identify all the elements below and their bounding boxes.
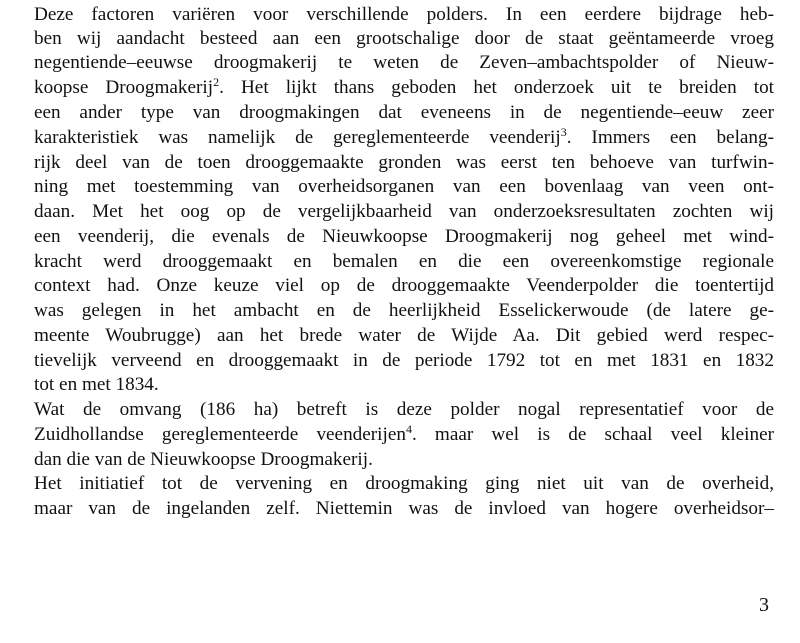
text-line: een ander type van droogmakingen dat eveneens in de negentiende–eeuw zeer	[34, 102, 774, 123]
text-line: een veenderij, die evenals de Nieuwkoopse Droogmakerij nog geheel met wind-	[34, 226, 774, 247]
text-line: ben wij aandacht besteed aan een grootschalige door de staat geëntameerde vroeg	[34, 28, 774, 49]
text-line: tot en met 1834.	[34, 374, 159, 395]
text-line: Wat de omvang (186 ha) betreft is deze polder nogal representatief voor de	[34, 399, 774, 420]
text-line: koopse Droogmakerij$^2$. Het lijkt thans geboden het onderzoek uit te breiden tot	[34, 75, 774, 98]
text-line: was gelegen in het ambacht en de heerlijkheid Esselickerwoude (de latere ge-	[34, 300, 774, 321]
text-line: daan. Met het oog op de vergelijkbaarheid van onderzoeksresultaten zochten wij	[34, 201, 774, 222]
text-line: maar van de ingelanden zelf. Niettemin was de invloed van hogere overheidsor–	[34, 498, 774, 519]
text-line: rijk deel van de toen drooggemaakte gronden was eerst ten behoeve van turfwin-	[34, 152, 774, 173]
text-line: ning met toestemming van overheidsorganen van een bovenlaag van veen ont-	[34, 176, 774, 197]
text-line: context had. Onze keuze viel op de drooggemaakte Veenderpolder die toentertijd	[34, 275, 774, 296]
text-line: negentiende–eeuwse droogmakerij te weten de Zeven–ambachtspolder of Nieuw-	[34, 52, 774, 73]
page-number: 3	[759, 594, 769, 616]
footnote-marker: 3	[560, 125, 567, 139]
text-line: Zuidhollandse gereglementeerde veenderijen$^4$. maar wel is de schaal veel kleiner	[34, 422, 774, 445]
footnote-marker: 2	[213, 75, 220, 89]
text-line: kracht werd drooggemaakt en bemalen en die een overeenkomstige regionale	[34, 251, 774, 272]
text-line: dan die van de Nieuwkoopse Droogmakerij.	[34, 449, 373, 470]
text-line: Deze factoren variëren voor verschillende polders. In een eerdere bijdrage heb-	[34, 4, 774, 25]
text-line: karakteristiek was namelijk de gereglementeerde veenderij$^3$. Immers een belang-	[34, 125, 774, 148]
text-line: Het initiatief tot de vervening en droogmaking ging niet uit van de overheid,	[34, 473, 774, 494]
text-line: tievelijk verveend en drooggemaakt in de periode 1792 tot en met 1831 en 1832	[34, 350, 774, 371]
text-line: meente Woubrugge) aan het brede water de Wijde Aa. Dit gebied werd respec-	[34, 325, 774, 346]
footnote-marker: 4	[405, 422, 412, 436]
